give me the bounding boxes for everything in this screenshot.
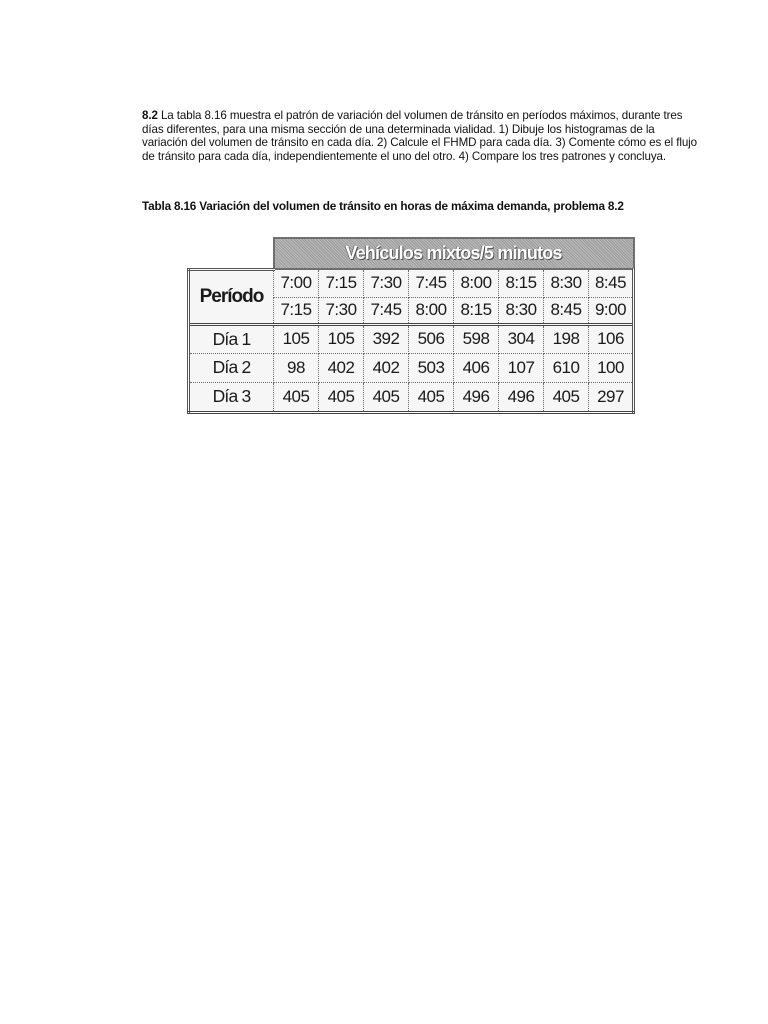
volume-cell: 405 <box>274 382 319 412</box>
volume-cell: 405 <box>319 382 364 412</box>
volume-cell: 392 <box>364 324 409 353</box>
table-corner-blank <box>189 238 274 269</box>
start-time: 7:00 <box>274 269 319 297</box>
traffic-volume-table-wrapper <box>187 237 632 411</box>
volume-cell: 297 <box>589 382 634 412</box>
end-time: 8:30 <box>499 297 544 324</box>
end-time: 7:45 <box>364 297 409 324</box>
start-time: 8:15 <box>499 269 544 297</box>
problem-text: La tabla 8.16 muestra el patrón de variación del volumen de tránsito en períodos máximos, durante tres días diferentes, para una misma sección de una determinada vialidad. 1) Dibuje los histogramas de la variación del volumen de tránsito en cada día. 2) Calcule el FHMD para cada día. 3) Comente cómo es el flujo de tránsito para cada día, independientemente el uno del otro. 4) Compare los tres patrones y concluya. <box>142 109 698 163</box>
volume-cell: 598 <box>454 324 499 353</box>
volume-cell: 304 <box>499 324 544 353</box>
volume-cell: 100 <box>589 353 634 382</box>
volume-cell: 98 <box>274 353 319 382</box>
start-time: 8:30 <box>544 269 589 297</box>
problem-statement <box>142 109 702 163</box>
end-time: 8:00 <box>409 297 454 324</box>
period-label: Período <box>189 269 274 324</box>
start-time: 8:45 <box>589 269 634 297</box>
volume-cell: 405 <box>409 382 454 412</box>
end-time: 8:45 <box>544 297 589 324</box>
volume-cell: 503 <box>409 353 454 382</box>
end-time: 9:00 <box>589 297 634 324</box>
volume-cell: 106 <box>589 324 634 353</box>
volume-cell: 405 <box>364 382 409 412</box>
volume-cell: 506 <box>409 324 454 353</box>
volume-cell: 105 <box>319 324 364 353</box>
start-time: 8:00 <box>454 269 499 297</box>
volume-cell: 402 <box>319 353 364 382</box>
volume-cell: 198 <box>544 324 589 353</box>
end-time: 7:30 <box>319 297 364 324</box>
volume-cell: 496 <box>499 382 544 412</box>
problem-number: 8.2 <box>142 109 158 122</box>
traffic-volume-table <box>187 237 635 414</box>
table-header-vehicles: Vehículos mixtos/5 minutos <box>274 238 634 269</box>
start-time: 7:45 <box>409 269 454 297</box>
day-label: Día 2 <box>189 353 274 382</box>
volume-cell: 105 <box>274 324 319 353</box>
end-time: 7:15 <box>274 297 319 324</box>
end-time: 8:15 <box>454 297 499 324</box>
volume-cell: 402 <box>364 353 409 382</box>
day-label: Día 1 <box>189 324 274 353</box>
table-row <box>189 382 634 412</box>
volume-cell: 496 <box>454 382 499 412</box>
table-row <box>189 324 634 353</box>
start-time: 7:30 <box>364 269 409 297</box>
volume-cell: 610 <box>544 353 589 382</box>
start-time: 7:15 <box>319 269 364 297</box>
table-caption: Tabla 8.16 Variación del volumen de tránsito en horas de máxima demanda, problema 8.2 <box>142 199 624 213</box>
volume-cell: 405 <box>544 382 589 412</box>
table-row <box>189 353 634 382</box>
day-label: Día 3 <box>189 382 274 412</box>
volume-cell: 406 <box>454 353 499 382</box>
volume-cell: 107 <box>499 353 544 382</box>
